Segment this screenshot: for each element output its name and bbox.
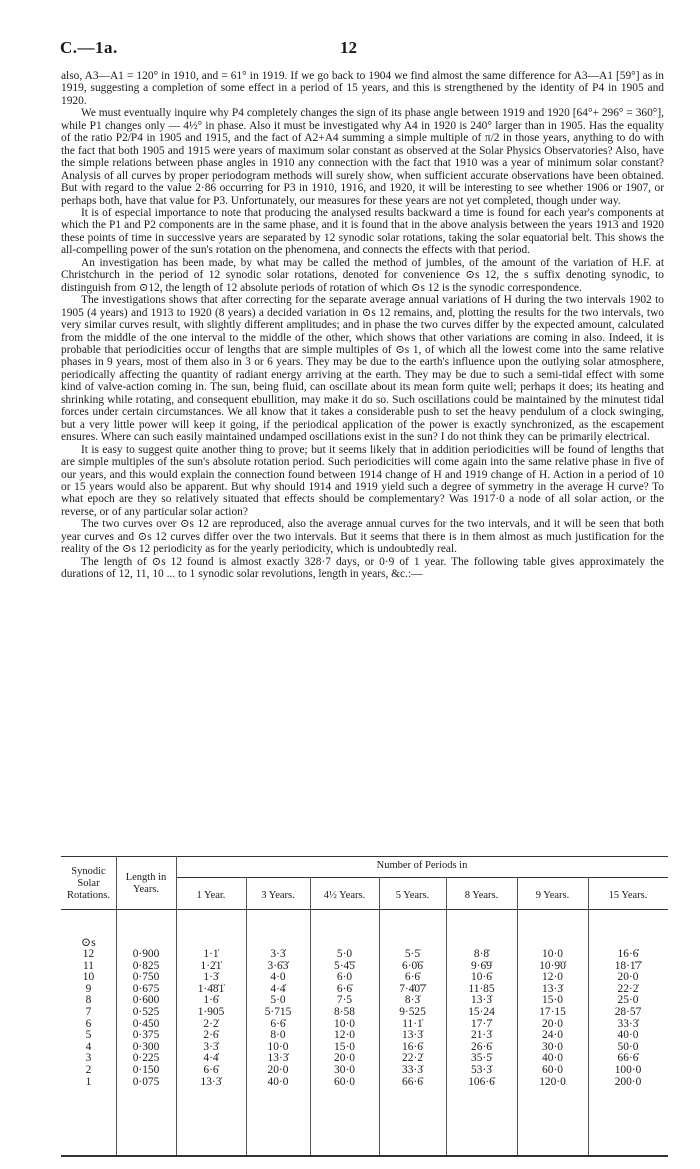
table-cell: 6·6̇ <box>336 982 353 995</box>
paragraph: It is easy to suggest quite another thing to prove; but it seems likely that in addition periodicities will be found of lengths that are simple multiples of the sun's absolute rotation period. Such periodicities will come again into the same relative phase in five of our years, and this would explain the connection found between 1914 change of H and 1919 change of H. Action in a period of 10 or 15 years would also be apparent. But why should 1914 and 1919 yield such a degree of symmetry in the average H curve? To what epoch are they so relatively situated that effects should be complementary? Was 1917·0 a node of all solar action, or the reverse, or of any particular solar action? <box>61 443 664 518</box>
table-cell: 13·3̇ <box>200 1075 222 1088</box>
table-cell: 28·57 <box>614 1006 642 1018</box>
document-code: C.—1a. <box>60 38 118 57</box>
table-cell: 10·6̇ <box>471 971 492 984</box>
table-cell: 35·5̇ <box>471 1052 492 1065</box>
table-cell: 0·900 <box>132 948 160 960</box>
sub-header: 15 Years. <box>608 890 648 901</box>
table-cell: 3 <box>85 1052 92 1065</box>
table-cell: 8·8̇ <box>473 948 490 960</box>
table-cell: 15·24 <box>468 1006 495 1018</box>
sub-header: 4½ Years. <box>323 890 366 901</box>
table-cell: 30·0 <box>334 1064 355 1076</box>
table-cell: 10·0 <box>334 1017 355 1030</box>
table-cell: 8 <box>85 994 92 1007</box>
table-cell: 2 <box>85 1064 92 1076</box>
table-cell: 21·3̇ <box>471 1029 492 1042</box>
table-cell: 1·2̇1̇ <box>200 959 222 972</box>
table-rule-top <box>61 856 668 857</box>
sub-header: 5 Years. <box>395 890 430 901</box>
table-cell: 60·0 <box>542 1064 563 1076</box>
table-cell: 60·0 <box>334 1075 355 1088</box>
table-cell: 40·0 <box>617 1029 639 1042</box>
table-cell: 16·6̇ <box>402 1040 423 1053</box>
table-rule-group <box>176 877 668 878</box>
table-cell: 4 <box>85 1040 92 1053</box>
col-header-length: Length in Years. <box>125 872 167 895</box>
table-cell: 10 <box>82 971 95 984</box>
table-cell: 13·3̇ <box>402 1029 423 1042</box>
table-cell: 6·0̇6̇ <box>402 959 423 972</box>
table-cell: 5·715 <box>264 1006 292 1018</box>
paragraph: The length of ⊙s 12 found is almost exactly 328·7 days, or 0·9 of 1 year. The following table gives approximately the durations of 12, 11, 10 ... to 1 synodic solar revolutions, length in years, &c.:— <box>61 555 664 581</box>
table-cell: 0·825 <box>132 959 160 972</box>
table-cell: 12·0 <box>334 1029 355 1042</box>
table-cell: 3·3̇ <box>203 1040 219 1053</box>
table-cell: 7·4̇0̇7̇ <box>399 982 426 995</box>
table-cell: 10·9̇0̇ <box>539 959 566 972</box>
table-cell: 25·0 <box>617 994 639 1007</box>
table-cell: 20·0 <box>334 1052 355 1065</box>
table-cell: 40·0 <box>267 1075 289 1088</box>
table-cell: 15·0 <box>542 994 563 1007</box>
solar-symbol: ⊙s <box>81 935 96 949</box>
table-cell: 0·225 <box>132 1052 160 1065</box>
paragraph: The two curves over ⊙s 12 are reproduced, also the average annual curves for the two intervals, and it will be seen that both year curves and ⊙s 12 curves differ over the two intervals. But it seems that there is in them almost as much justification for the reality of the ⊙s 12 periodicity as for the yearly periodicity, which is undoubtedly real. <box>61 518 664 556</box>
table-cell: 5·4̇5̇ <box>334 959 355 972</box>
table-cell: 66·6̇ <box>402 1075 423 1088</box>
table-cell: 30·0 <box>542 1040 563 1053</box>
table-cell: 4·4̇ <box>270 982 286 995</box>
table-cell: 0·450 <box>132 1017 160 1030</box>
body-text <box>61 70 664 581</box>
col-group-header: Number of Periods in <box>376 860 468 871</box>
table-cell: 26·6̇ <box>471 1040 492 1053</box>
table-cell: 5·0 <box>336 948 353 960</box>
table-cell: 33·3̇ <box>402 1064 423 1076</box>
table-cell: 11·1̇ <box>402 1017 423 1030</box>
table-cell: 200·0 <box>614 1075 642 1088</box>
table-cell: 16·6̇ <box>617 948 639 960</box>
table-cell: 0·525 <box>132 1006 160 1018</box>
table-cell: 9·6̇9̇ <box>471 959 492 972</box>
table-cell: 50·0 <box>617 1040 639 1053</box>
table-cell: 106·6̇ <box>468 1075 495 1088</box>
paragraph: We must eventually inquire why P4 completely changes the sign of its phase angle between 1919 and 1920 [64°+ 296° = 360°], while P1 changes only — 4½° in phase. Also it must be investigated why A4 in 1920 is 240° larger than in 1905. Has the equality of the ratio P2/P4 in 1905 and 1915, and the fact of A2+A4 summing a simple multiple of π/2 in those years, anything to do with the fact that both 1905 and 1915 were years of maximum solar constant as observed at the Solar Physics Observatories? Also, have the simple relations between phase angles in 1910 any connection with the fact that 1910 was a year of minimum solar constant? Analysis of all curves by proper periodogram methods will surely show, when sufficient accurate observations have been obtained. But with regard to the value 2·86 occurring for P3 in 1910, 1916, and 1920, it will be interesting to see whether 1906 or 1907, or perhaps both, have that value for P3. Unfortunately, our measures for these years are not yet completed, though under way. <box>61 107 664 207</box>
table-cell: 5 <box>85 1029 92 1042</box>
table-cell: 9·525 <box>399 1006 426 1018</box>
table-cell: 24·0 <box>542 1029 563 1042</box>
table-cell: 12 <box>82 948 95 960</box>
table-cell: 4·0 <box>270 971 286 984</box>
table-cell: 22·2̇ <box>617 982 639 995</box>
table-cell: 13·3̇ <box>471 994 492 1007</box>
table-cell: 11 <box>83 959 94 972</box>
table-cell: 3·3̇ <box>270 948 286 960</box>
table-cell: 20·0 <box>542 1017 563 1030</box>
table-cell: 40·0 <box>542 1052 563 1065</box>
table-rule-bottom <box>61 1155 668 1157</box>
table-cell: 6·6̇ <box>270 1017 286 1030</box>
sub-header: 9 Years. <box>535 890 570 901</box>
table-cell: 5·5̇ <box>404 948 421 960</box>
table-cell: 20·0 <box>267 1064 289 1076</box>
table-cell: 100·0 <box>614 1064 642 1076</box>
table-cell: 12·0 <box>542 971 563 984</box>
table-cell: 1·1̇ <box>203 948 219 960</box>
table-cell: 53·3̇ <box>471 1064 492 1076</box>
table-cell: 17·7̇ <box>471 1017 492 1030</box>
table-cell: 7 <box>85 1006 92 1018</box>
table-cell: 15·0 <box>334 1040 355 1053</box>
table-cell: 6·0 <box>336 971 353 984</box>
table-cell: 18·1̇7̇ <box>614 959 642 972</box>
table-cell: 6·6̇ <box>203 1064 219 1076</box>
periods-table <box>61 856 668 1156</box>
table-cell: 1 <box>85 1075 92 1088</box>
table-cell: 3·6̇3̇ <box>267 959 289 972</box>
table-cell: 9 <box>85 982 92 995</box>
table-cell: 8·58 <box>334 1006 355 1018</box>
table-cell: 0·300 <box>132 1040 160 1053</box>
table-cell: 6·6̇ <box>404 971 421 984</box>
table-cell: 22·2̇ <box>402 1052 423 1065</box>
table-cell: 1·905 <box>197 1006 225 1018</box>
table-cell: 2·6̇ <box>203 1029 219 1042</box>
table-cell: 6 <box>85 1017 92 1030</box>
table-rule-header <box>61 909 668 910</box>
table-cell: 20·0 <box>617 971 639 984</box>
table-cell: 17·15 <box>539 1006 566 1018</box>
table-cell: 5·0 <box>270 994 286 1007</box>
table-cell: 0·600 <box>132 994 160 1007</box>
paragraph: The investigations shows that after correcting for the separate average annual variations of H during the two intervals 1902 to 1905 (4 years) and 1913 to 1920 (8 years) a decided variation in ⊙s 12 remains, and, plotting the results for the two intervals, two very similar curves result, with slightly different amplitudes; and in phase the two curves differ by the expected amount, calculated from the middle of the one interval to the middle of the other, which shows that other variations are coming in also. Indeed, it is probable that periodicities occur of lengths that are simple multiples of ⊙s 1, of which all the lowest come into the same relative phases in 9 years, most of them also in 3 or 6 years. They may be due to the earth's influence upon the outlying solar atmosphere, periodically affecting the quantity of radiant energy arriving at the earth. They may be due to such a semi-tidal effect with some kind of valve-action coming in. The sun, being fluid, can oscillate about its mean form quite well; perhaps it does; its heating and shrinking while rotating, and consequent ebullition, may make it do so. Such oscillations could be maintained by the minutest tidal forces under certain circumstances. We all know that it takes a considerable push to set the heavy pendulum of a clock swinging, but a very little power will keep it going, if the periodical application of the power is exactly synchronized, as the escapement ensures. Where can such easily maintained undamped oscillations exist in the sun? I do not think they can be primarily electrical. <box>61 294 664 444</box>
table-cell: 2·2̇ <box>203 1017 219 1030</box>
table-cell: 7·5 <box>336 994 353 1007</box>
table-cell: 33·3̇ <box>617 1017 639 1030</box>
table-cell: 66·6̇ <box>617 1052 639 1065</box>
table-cell: 0·375 <box>132 1029 160 1042</box>
table-cell: 1·4̇8̇1̇ <box>197 982 225 995</box>
table-cell: 10·0 <box>267 1040 289 1053</box>
table-cell: 0·675 <box>132 982 160 995</box>
page-header <box>60 38 660 58</box>
table-cell: 1·6̇ <box>203 994 219 1007</box>
table-cell: 10·0 <box>542 948 563 960</box>
table-cell: 0·150 <box>132 1064 160 1076</box>
table-cell: 8·0 <box>270 1029 286 1042</box>
table-cell: 0·750 <box>132 971 160 984</box>
table-cell: 4·4̇ <box>203 1052 219 1065</box>
table-cell: 0·075 <box>132 1075 160 1088</box>
table-cell: 13·3̇ <box>267 1052 289 1065</box>
table-cell: 1·3̇ <box>203 971 219 984</box>
paragraph: also, A3—A1 = 120° in 1910, and = 61° in 1919. If we go back to 1904 we find almost the same difference for A3—A1 [59°] as in 1919, suggesting a completion of some effect in a period of 15 years, and this is strengthened by the identity of P4 in 1905 and 1920. <box>61 70 664 107</box>
page-number: 12 <box>340 38 357 57</box>
sub-header: 1 Year. <box>196 890 226 901</box>
table-cell: 120·0 <box>539 1075 566 1088</box>
paragraph: It is of especial importance to note that producing the analysed results backward a time is found for each year's components at which the P1 and P2 components are in the same phase, and it is found that in the above analysis between the years 1913 and 1920 these points of time in successive years are separated by 12 synodic solar rotations, taking the solar equatorial belt. This shows the all-compelling power of the sun's rotation on the phenomena, and connects the effects with that period. <box>61 206 664 257</box>
table-cell: 8·3̇ <box>404 994 421 1007</box>
col-header-rotations: Synodic Solar Rotations. <box>67 866 110 901</box>
sub-header: 3 Years. <box>261 890 295 901</box>
table-cell: 13·3̇ <box>542 982 563 995</box>
sub-header: 8 Years. <box>464 890 499 901</box>
paragraph: An investigation has been made, by what may be called the method of jumbles, of the amount of the variation of H.F. at Christchurch in the period of 12 synodic solar rotations, denoted for convenience ⊙s 12, the s suffix denoting synodic, to distinguish from ⊙12, the length of 12 absolute periods of rotation of which ⊙s 12 is the synodic correspondence. <box>61 256 664 294</box>
table-cell: 11·85 <box>468 982 495 995</box>
